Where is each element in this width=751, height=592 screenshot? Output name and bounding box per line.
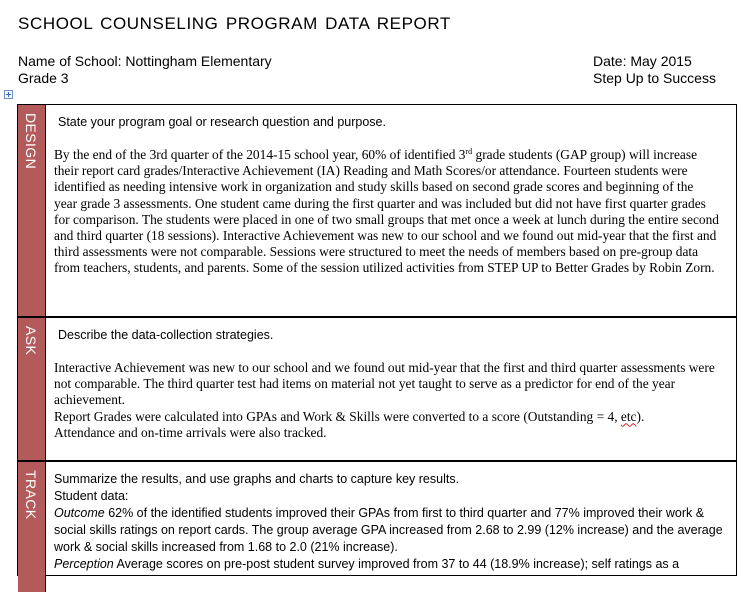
perception-paragraph bbox=[54, 556, 734, 573]
design-body bbox=[54, 147, 719, 277]
track-label: TRACK bbox=[23, 470, 39, 520]
design-text-start: By the end of the 3rd quarter of the 2014-15 school year, 60% of identified 3 bbox=[54, 147, 466, 162]
ask-side-band bbox=[18, 318, 46, 460]
design-text-rest: grade students (GAP group) will increase their report card grades/Interactive Achievement (IA) Reading and Math Scores/or attendance. Fourteen students were identified as needing intensive work in organization and study skills based on second grade scores and beginning of the year grade 3 assessments. One student came during the first quarter and was included but did not have first quarter grades for comparison. The students were placed in one of two small groups that met once a week at lunch during the entire second and third quarter (18 sessions). Interactive Achievement was new to our school and we found out mid-year that the first and third assessments were not comparable. Sessions were structured to meet the needs of members based on pre-group data from teachers, students, and parents. Some of the session utilized activities from STEP UP to Better Grades by Robin Zorn. bbox=[54, 147, 719, 276]
design-label: DESIGN bbox=[23, 113, 39, 170]
design-side-band bbox=[18, 105, 46, 316]
student-data-heading: Student data: bbox=[54, 489, 129, 503]
design-row bbox=[18, 105, 736, 316]
ask-paragraph-3: Attendance and on-time arrivals were also tracked. bbox=[54, 424, 327, 440]
ask-text-end: ). bbox=[636, 408, 645, 424]
ask-text-grades: Report Grades were calculated into GPAs and Work & Skills were converted to a score (Outstanding = 4, bbox=[54, 408, 621, 424]
track-body bbox=[54, 471, 734, 573]
ask-paragraph-2 bbox=[54, 409, 719, 425]
ask-paragraph-1: Interactive Achievement was new to our school and we found out mid-year that the first and third quarter assessments were not comparable. The third quarter test had items on material not yet taught to serve as a predictor for end of the year achievement. bbox=[54, 360, 715, 408]
design-prompt: State your program goal or research question and purpose. bbox=[58, 115, 386, 129]
ask-prompt: Describe the data-collection strategies. bbox=[58, 328, 274, 342]
perception-label: Perception bbox=[54, 557, 114, 571]
report-table bbox=[17, 104, 737, 576]
table-move-handle-icon[interactable] bbox=[4, 90, 13, 99]
outcome-paragraph bbox=[54, 505, 734, 556]
spelling-flagged-word: etc bbox=[620, 408, 637, 424]
track-prompt: Summarize the results, and use graphs and charts to capture key results. bbox=[54, 472, 460, 486]
ask-body bbox=[54, 360, 719, 441]
design-superscript: rd bbox=[465, 147, 473, 156]
track-side-band bbox=[18, 462, 46, 592]
school-info bbox=[18, 53, 272, 87]
ask-row bbox=[18, 316, 736, 460]
outcome-text: 62% of the identified students improved their GPAs from first to third quarter and 77% improved their work & social skills ratings on report cards. The group average GPA increased from 2.68 to 2.99 (12% increase) and the average work & social skills increased from 1.68 to 2.0 (21% increase). bbox=[54, 506, 723, 554]
track-row bbox=[18, 460, 736, 592]
ask-label: ASK bbox=[23, 326, 39, 356]
report-info bbox=[593, 53, 716, 87]
school-name: Name of School: Nottingham Elementary bbox=[18, 53, 272, 69]
outcome-label: Outcome bbox=[54, 506, 105, 520]
report-title: SCHOOL COUNSELING PROGRAM DATA REPORT bbox=[18, 14, 451, 33]
grade-level: Grade 3 bbox=[18, 70, 69, 86]
perception-text: Average scores on pre-post student survey improved from 37 to 44 (18.9% increase); self ratings as a bbox=[113, 557, 680, 571]
program-name: Step Up to Success bbox=[593, 70, 716, 86]
report-date: Date: May 2015 bbox=[593, 53, 692, 69]
